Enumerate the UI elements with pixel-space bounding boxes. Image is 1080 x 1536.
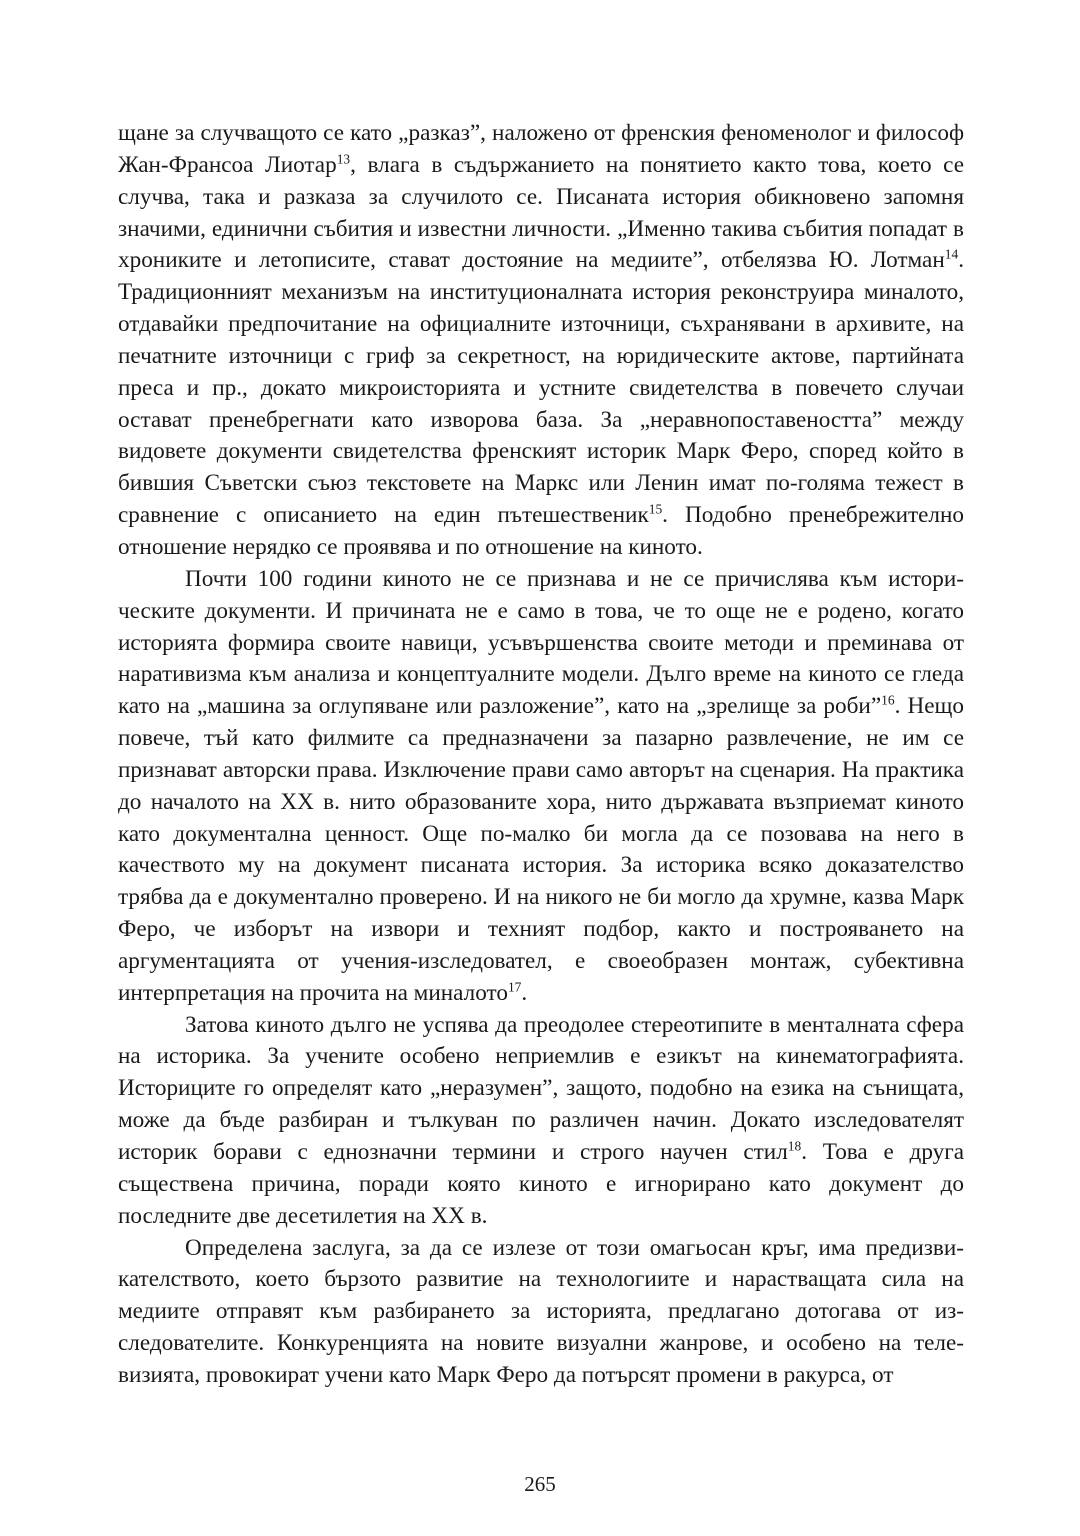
text-run: . — [521, 979, 528, 1006]
paragraph-1 — [118, 118, 964, 564]
text-run: Почти 100 години киното не се признава и не се причислява към историческите документи. И причината не е само в това, че то още не е родено, когато историята формира своите навици, усъвършенства своите методи и преминава от наративизма към анализа и концептуалните модели. Дълго време на киното се гледа като на „машина за оглупяване или разложение”, като на „зрелище за роби” — [118, 565, 964, 720]
footnote-ref-15[interactable]: 15 — [648, 501, 663, 517]
paragraph-4 — [118, 1233, 964, 1392]
footnote-ref-16[interactable]: 16 — [881, 692, 895, 708]
footnote-ref-14[interactable]: 14 — [944, 247, 959, 263]
paragraph-3 — [118, 1010, 964, 1233]
text-run: . Подобно пренебрежително отношение нерядко се проявява и по отношение на киното. — [118, 502, 965, 560]
text-run: . Нещо повече, тъй като филмите са предназначени за пазарно развлечение, не им се признават авторски права. Изключение прави само авторът на сценария. На практика до началото на ХХ в. нито образованите хора, нито държавата възприемат киното като документална ценност. Още по-малко би могла да се позовава на него в качеството му на документ писаната история. За историка всяко доказателство трябва да е документално проверено. И на никого не би могло да хрумне, казва Марк Феро, че изборът на извори и техният подбор, както и построяването на аргументацията от учения-изследовател, е своеобразен монтаж, субективна интерпретация на прочита на миналото — [118, 693, 964, 1006]
page-body — [118, 118, 964, 1392]
text-run: , влага в съдържанието на понятието както това, което се случва, така и разказа за случилото се. Писаната история обикновено запомня значими, единични събития и известни личности. „Именно такива събития попадат в хрониките и летописите, стават достояние на медиите”, отбелязва Ю. Лотман — [118, 151, 965, 274]
text-run: Затова киното дълго не успява да преодолее стереотипите в менталната сфера на историка. За учените особено неприемлив е езикът на кинематографията. Историците го определят като „неразумен”, защото, подобно на езика на сънищата, може да бъде разбиран и тълкуван по различен начин. Докато изследователят историк борави с еднозначни термини и строго научен стил — [118, 1011, 964, 1165]
footnote-ref-13[interactable]: 13 — [336, 151, 351, 167]
paragraph-2 — [118, 564, 964, 1010]
text-run: Определена заслуга, за да се излезе от този омагьосан кръг, има предизвикателството, което бързото развитие на технологиите и нарастващата сила на медиите отправят към разбирането за историята, предлагано дотогава от изследователите. Конкуренцията на новите визуални жанрове, и особено на телевизията, провокират учени като Марк Феро да потърсят промени в ракурса, от — [118, 1234, 964, 1388]
footnote-ref-18[interactable]: 18 — [787, 1138, 802, 1154]
text-run: щане за случващото се като „разказ”, наложено от френския феноменолог и философ Жан-Франсоа Лиотар — [118, 120, 964, 178]
text-run: . Това е друга съществена причина, поради която киното е игнорирано като документ до последните две десетилетия на ХХ в. — [118, 1139, 964, 1229]
page-number: 265 — [524, 1472, 556, 1496]
text-run: . Традиционният механизъм на институционалната история реконструира миналото, отдавайки предпочитание на официалните източници, съхранявани в архивите, на печатните източници с гриф за секретност, на юридическите актове, партийната преса и пр., докато микроисторията и устните свидетелства в повечето случаи остават пренебрегнати като изворова база. За „неравнопоставеността” между видовете документи свидетелства френският историк Марк Феро, според който в бившия Съветски съюз текстовете на Маркс или Ленин имат по-голяма тежест в сравнение с описанието на един пътешественик — [118, 247, 964, 529]
footnote-ref-17[interactable]: 17 — [507, 979, 522, 995]
